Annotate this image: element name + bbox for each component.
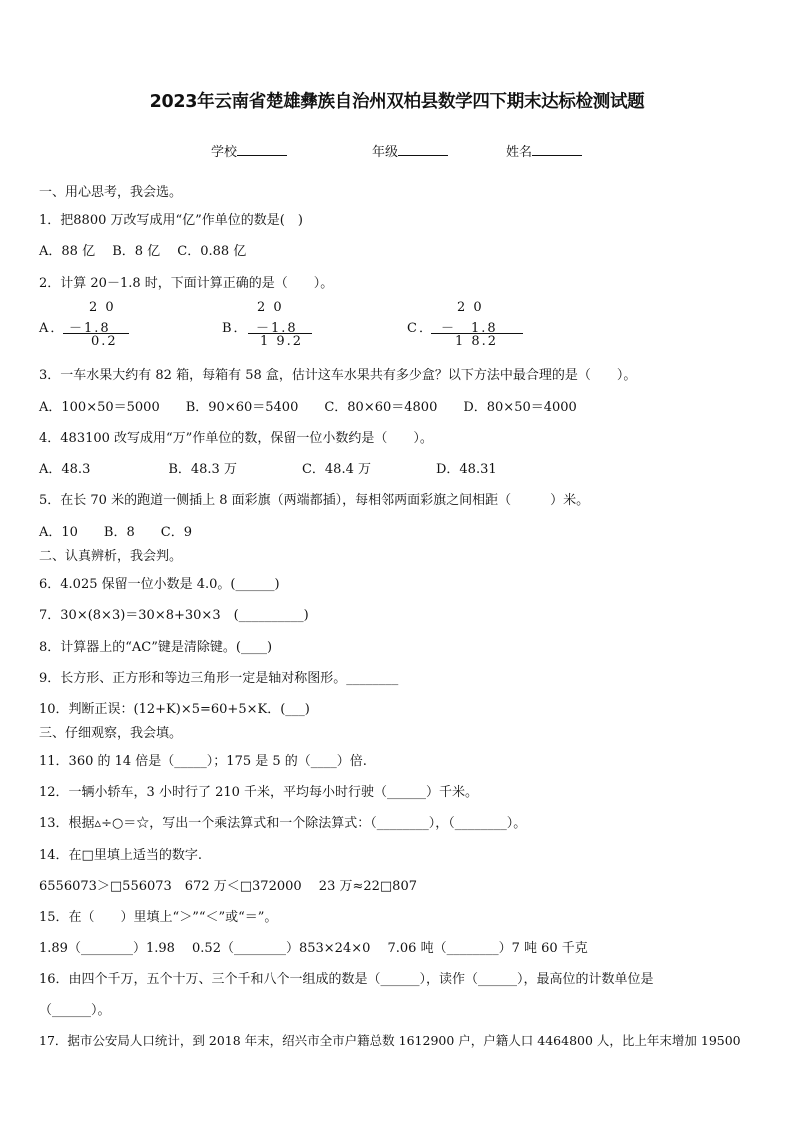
question-3: 3．一车水果大约有 82 箱，每箱有 58 盒，估计这车水果共有多少盒？以下方法中最合理的是（ ）。 xyxy=(39,368,637,383)
name-blank[interactable] xyxy=(532,143,582,156)
question-5-options: A．10 B．8 C．9 xyxy=(39,525,192,540)
vertical-calc-top: 2 0 xyxy=(89,300,116,315)
school-field xyxy=(211,141,287,160)
question-6: 6．4.025 保留一位小数是 4.0。(______) xyxy=(39,577,280,592)
vertical-calc-top: 2 0 xyxy=(457,300,484,315)
question-4-options: A．48.3 B．48.3 万 C．48.4 万 D．48.31 xyxy=(39,462,497,477)
question-7: 7．30×(8×3)＝30×8+30×3 (__________) xyxy=(39,608,309,623)
vertical-calc-top: 2 0 xyxy=(257,300,284,315)
question-1: 1．把8800 万改写成用“亿”作单位的数是( ) xyxy=(39,213,303,228)
q2-option-b xyxy=(222,300,332,352)
school-blank[interactable] xyxy=(237,143,287,156)
school-label: 学校 xyxy=(211,145,238,160)
question-16: 16．由四个千万，五个十万、三个千和八个一组成的数是（______），读作（______），最高位的计数单位是 xyxy=(39,972,654,987)
q2-option-label: A． xyxy=(39,321,66,336)
vertical-calc-subtrahend: － 1.8 xyxy=(441,321,498,336)
question-9: 9．长方形、正方形和等边三角形一定是轴对称图形。________ xyxy=(39,671,399,686)
section-heading-choice: 一、用心思考，我会选。 xyxy=(39,185,183,200)
page-title: 2023年云南省楚雄彝族自治州双柏县数学四下期末达标检测试题 xyxy=(149,92,645,112)
question-13: 13．根据▵÷○＝☆，写出一个乘法算式和一个除法算式：（________），（________）。 xyxy=(39,816,527,831)
question-17: 17．据市公安局人口统计，到 2018 年末，绍兴市全市户籍总数 1612900 户，户籍人口 4464800 人，比上年末增加 19500 xyxy=(39,1033,741,1048)
grade-blank[interactable] xyxy=(398,143,448,156)
question-10: 10．判断正误：(12+K)×5=60+5×K．(___) xyxy=(39,702,310,717)
question-15-items: 1.89（________）1.98 0.52（________）853×24×0 7.06 吨（________）7 吨 60 千克 xyxy=(39,941,588,956)
q2-option-c xyxy=(407,300,532,352)
grade-label: 年级 xyxy=(372,145,399,160)
question-2: 2．计算 20－1.8 时，下面计算正确的是（ ）。 xyxy=(39,276,334,291)
vertical-calc-subtrahend: －1.8 xyxy=(256,321,298,336)
question-11: 11．360 的 14 倍是（_____）；175 是 5 的（____）倍. xyxy=(39,754,367,769)
question-14-items: 6556073＞□556073 672 万＜□372000 23 万≈22□807 xyxy=(39,879,417,894)
vertical-calc-result: 0.2 xyxy=(91,334,118,349)
question-3-options: A．100×50＝5000 B．90×60＝5400 C．80×60＝4800 D．80×50＝4000 xyxy=(39,400,577,415)
q2-option-a xyxy=(39,300,149,352)
name-field xyxy=(506,141,582,160)
question-14: 14．在□里填上适当的数字. xyxy=(39,848,202,863)
vertical-calc-subtrahend: －1.8 xyxy=(69,321,111,336)
question-12: 12．一辆小轿车，3 小时行了 210 千米，平均每小时行驶（______）千米。 xyxy=(39,785,479,800)
vertical-calc-result: 1 8.2 xyxy=(455,334,499,349)
name-label: 姓名 xyxy=(506,145,533,160)
q2-option-label: C． xyxy=(407,321,434,336)
question-1-options: A．88 亿 B．8 亿 C．0.88 亿 xyxy=(39,244,247,259)
section-heading-judge: 二、认真辨析，我会判。 xyxy=(39,549,183,564)
section-heading-fill: 三、仔细观察，我会填。 xyxy=(39,726,183,741)
q2-option-label: B． xyxy=(222,321,249,336)
vertical-calc-result: 1 9.2 xyxy=(260,334,304,349)
grade-field xyxy=(372,141,448,160)
question-4: 4．483100 改写成用“万”作单位的数，保留一位小数约是（ ）。 xyxy=(39,431,433,446)
question-5: 5．在长 70 米的跑道一侧插上 8 面彩旗（两端都插），每相邻两面彩旗之间相距（ ）米。 xyxy=(39,493,590,508)
question-16-continued: （______）。 xyxy=(39,1003,111,1018)
question-8: 8．计算器上的“AC”键是清除键。(____) xyxy=(39,640,273,655)
question-15: 15．在（ ）里填上“＞”“＜”或“＝”。 xyxy=(39,910,278,925)
